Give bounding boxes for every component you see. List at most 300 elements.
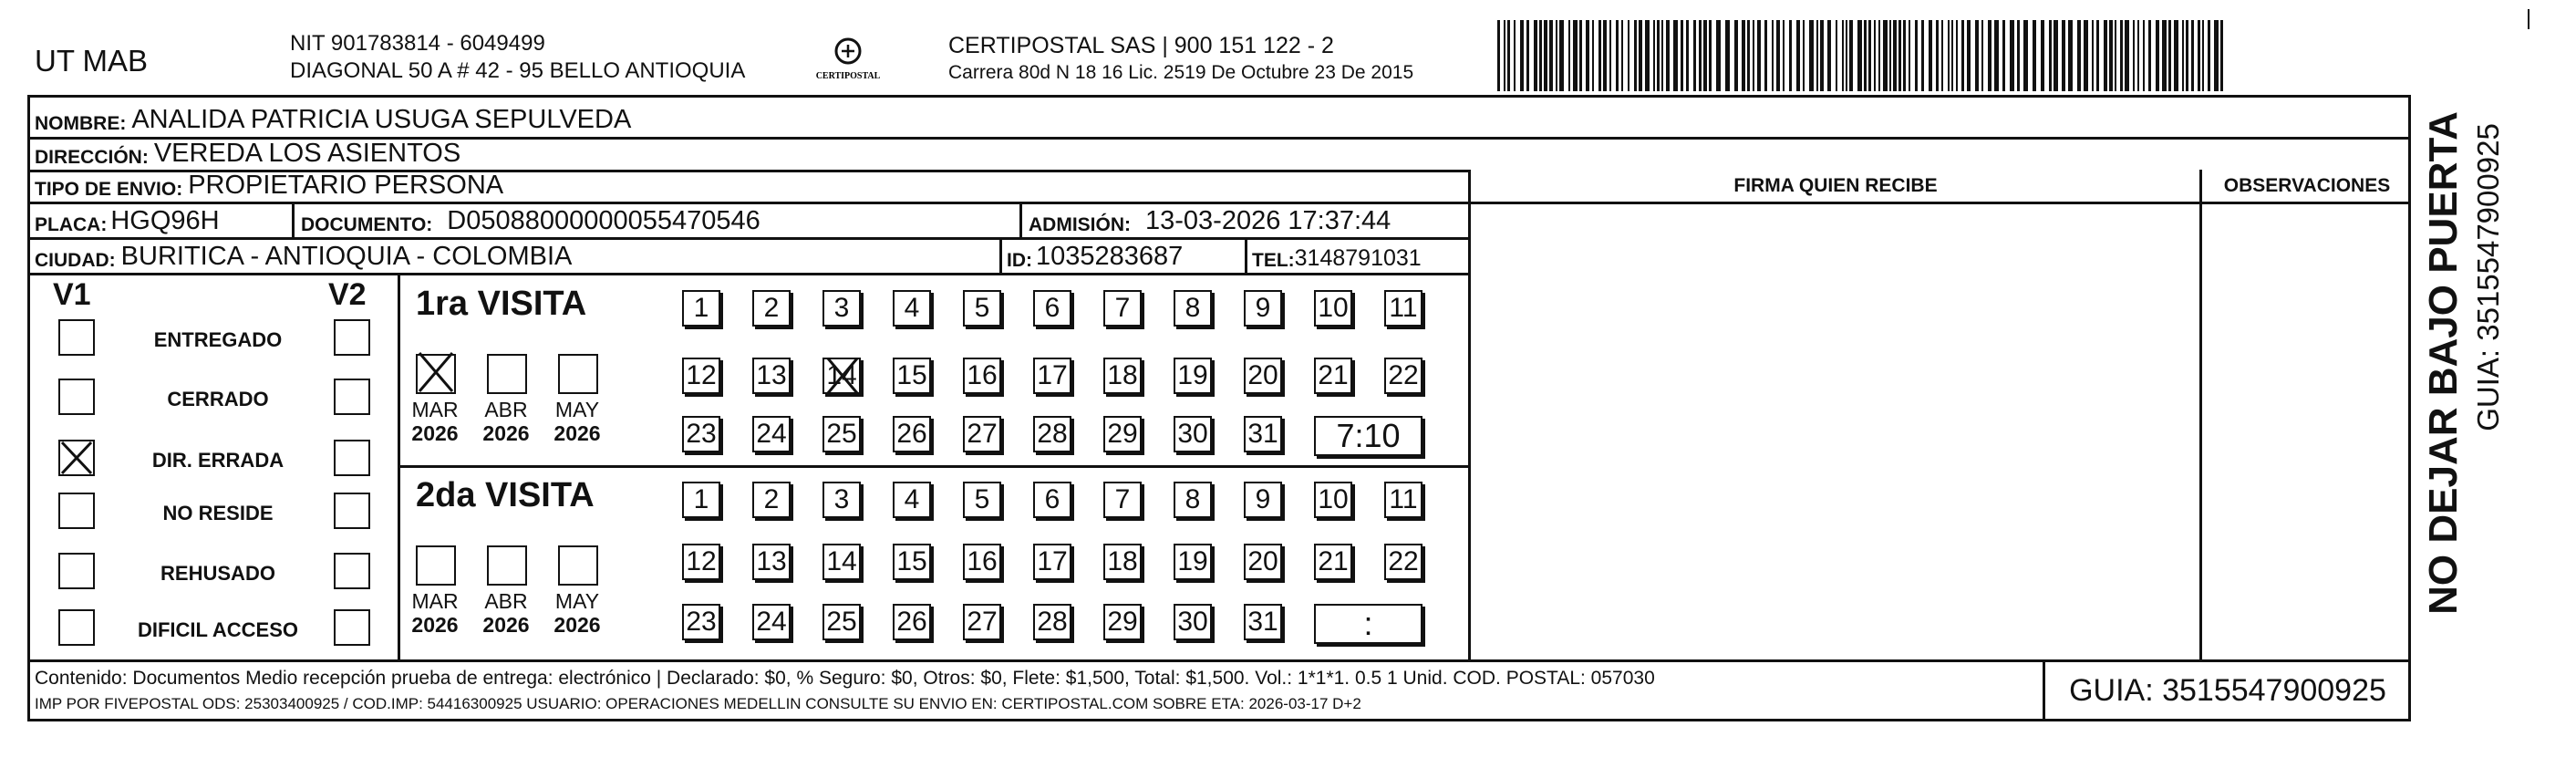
day-box[interactable] xyxy=(1244,544,1282,580)
barcode-bar xyxy=(1666,20,1670,91)
barcode-bar xyxy=(1681,20,1683,91)
barcode-bar xyxy=(1994,20,1999,91)
day-box[interactable] xyxy=(682,358,720,394)
day-box[interactable] xyxy=(752,604,791,640)
day-box[interactable] xyxy=(1033,482,1071,518)
placa-cell xyxy=(35,202,220,236)
barcode-bar xyxy=(1903,20,1906,91)
barcode-bar xyxy=(2191,20,2194,91)
barcode-bar xyxy=(1764,20,1767,91)
day-number: 25 xyxy=(826,419,857,449)
barcode-bar xyxy=(1592,20,1594,91)
barcode-bar xyxy=(2041,20,2044,91)
sender-address: DIAGONAL 50 A # 42 - 95 BELLO ANTIOQUIA xyxy=(290,58,746,83)
second-visit-title: 2da VISITA xyxy=(416,476,595,514)
day-number: 2 xyxy=(763,293,780,323)
barcode-bar xyxy=(1836,20,1837,91)
day-box[interactable] xyxy=(682,482,720,518)
day-number: 7 xyxy=(1114,484,1131,514)
day-number: 20 xyxy=(1247,360,1278,390)
ciudad-value: BURITICA - ANTIOQUIA - COLOMBIA xyxy=(120,242,573,271)
barcode-bar xyxy=(2125,20,2129,91)
barcode-bar xyxy=(1645,20,1650,91)
day-box[interactable] xyxy=(1174,604,1212,640)
barcode-bar xyxy=(2017,20,2020,91)
day-box[interactable] xyxy=(1174,290,1212,327)
day-box[interactable] xyxy=(1384,544,1422,580)
barcode-bar xyxy=(1889,20,1891,91)
month-label: MAY 2026 xyxy=(553,589,601,637)
barcode-bar xyxy=(2084,20,2088,91)
v1-mark xyxy=(58,440,95,476)
barcode-bar xyxy=(1820,20,1824,91)
admision-label: ADMISIÓN: xyxy=(1029,214,1131,235)
barcode-bar xyxy=(1842,20,1844,91)
tel-label: TEL: xyxy=(1252,250,1295,271)
tipo-value: PROPIETARIO PERSONA xyxy=(188,171,504,200)
barcode-bar xyxy=(1988,20,1991,91)
day-box[interactable] xyxy=(1033,290,1071,327)
first-visit-title: 1ra VISITA xyxy=(416,285,587,323)
day-box[interactable] xyxy=(1174,482,1212,518)
ciudad-label: CIUDAD: xyxy=(35,250,116,271)
barcode-bar xyxy=(2120,20,2123,91)
day-number: 16 xyxy=(967,360,998,390)
v2-checkbox[interactable] xyxy=(334,440,370,476)
barcode-bar xyxy=(1598,20,1601,91)
day-box[interactable] xyxy=(1244,416,1282,452)
day-number: 28 xyxy=(1037,607,1068,637)
firma-header: FIRMA QUIEN RECIBE xyxy=(1733,175,1938,196)
day-number: 16 xyxy=(967,546,998,576)
time-value: 7:10 xyxy=(1336,417,1401,454)
barcode-bar xyxy=(1603,20,1607,91)
month-label: ABR 2026 xyxy=(482,589,530,637)
side-guia: GUIA: 3515547900925 xyxy=(2471,123,2505,431)
barcode-bar xyxy=(1929,20,1932,91)
day-box[interactable] xyxy=(1314,544,1352,580)
v1-checkbox[interactable] xyxy=(58,553,95,589)
day-box[interactable] xyxy=(1314,358,1352,394)
day-number: 15 xyxy=(896,360,927,390)
barcode-bar xyxy=(2115,20,2116,91)
svg-text:CERTIPOSTAL: CERTIPOSTAL xyxy=(815,71,881,81)
nit-line: NIT 901783814 - 6049499 xyxy=(290,31,545,56)
barcode-bar xyxy=(1559,20,1564,91)
barcode-bar xyxy=(2033,20,2036,91)
direccion-value: VEREDA LOS ASIENTOS xyxy=(153,139,461,168)
day-number: 19 xyxy=(1177,546,1208,576)
barcode-bar xyxy=(1586,20,1589,91)
month-label: ABR 2026 xyxy=(482,398,530,445)
day-box[interactable] xyxy=(1174,544,1212,580)
v2-checkbox[interactable] xyxy=(334,609,370,646)
day-number: 4 xyxy=(904,484,920,514)
barcode-bar xyxy=(1526,20,1529,91)
month-checkbox[interactable] xyxy=(487,354,527,394)
day-box[interactable] xyxy=(1033,604,1071,640)
barcode-bar xyxy=(1504,20,1505,91)
barcode-bar xyxy=(1628,20,1629,91)
barcode-bar xyxy=(1757,20,1761,91)
barcode-bar xyxy=(2049,20,2052,91)
day-box[interactable] xyxy=(1103,604,1142,640)
day-number: 3 xyxy=(833,484,850,514)
barcode-bar xyxy=(2202,20,2204,91)
barcode-bar xyxy=(1661,20,1663,91)
barcode-bar xyxy=(2186,20,2188,91)
v2-checkbox[interactable] xyxy=(334,493,370,529)
day-box[interactable] xyxy=(752,290,791,327)
v1-checkbox[interactable] xyxy=(58,319,95,356)
day-box[interactable] xyxy=(1244,290,1282,327)
barcode-bar xyxy=(1796,20,1800,91)
carrier-line: CERTIPOSTAL SAS | 900 151 122 - 2 xyxy=(948,33,1334,58)
barcode-bar xyxy=(1497,20,1500,91)
day-number: 31 xyxy=(1247,419,1278,449)
day-box[interactable] xyxy=(1314,482,1352,518)
day-number: 20 xyxy=(1247,546,1278,576)
day-number: 10 xyxy=(1318,293,1349,323)
day-number: 11 xyxy=(1389,293,1418,323)
month-mark xyxy=(416,350,456,394)
barcode-bar xyxy=(1616,20,1619,91)
id-value: 1035283687 xyxy=(1036,242,1184,271)
barcode-bar xyxy=(1921,20,1924,91)
day-box[interactable] xyxy=(1244,482,1282,518)
day-number: 29 xyxy=(1107,607,1138,637)
day-box[interactable] xyxy=(963,290,1001,327)
day-number: 17 xyxy=(1037,546,1068,576)
nombre-label: NOMBRE: xyxy=(35,113,127,134)
barcode-bar xyxy=(1961,20,1964,91)
month-label: MAY 2026 xyxy=(553,398,601,445)
barcode-bar xyxy=(1725,20,1730,91)
barcode-bar xyxy=(1539,20,1542,91)
day-number: 15 xyxy=(896,546,927,576)
barcode-bar xyxy=(1686,20,1689,91)
id-label: ID: xyxy=(1007,250,1032,271)
day-number: 18 xyxy=(1107,546,1138,576)
barcode-bar xyxy=(1657,20,1660,91)
barcode-bar xyxy=(2143,20,2145,91)
barcode xyxy=(1497,20,2227,91)
day-number: 21 xyxy=(1318,360,1349,390)
day-number: 14 xyxy=(826,360,857,390)
barcode-bar xyxy=(2109,20,2113,91)
day-box[interactable] xyxy=(893,482,931,518)
barcode-bar xyxy=(1936,20,1939,91)
day-box[interactable] xyxy=(822,604,861,640)
day-box[interactable] xyxy=(752,544,791,580)
day-number: 29 xyxy=(1107,419,1138,449)
barcode-bar xyxy=(1816,20,1818,91)
barcode-bar xyxy=(1673,20,1678,91)
day-box[interactable] xyxy=(1103,544,1142,580)
barcode-bar xyxy=(1864,20,1867,91)
barcode-bar xyxy=(2104,20,2107,91)
day-box[interactable] xyxy=(752,482,791,518)
time-box[interactable] xyxy=(1314,604,1422,644)
barcode-bar xyxy=(1653,20,1655,91)
day-box[interactable] xyxy=(893,544,931,580)
footer-guia: GUIA: 3515547900925 xyxy=(2069,673,2386,708)
v1-checkbox[interactable] xyxy=(58,493,95,529)
day-box[interactable] xyxy=(963,416,1001,452)
barcode-bar xyxy=(1753,20,1754,91)
barcode-bar xyxy=(2148,20,2151,91)
barcode-bar xyxy=(1951,20,1953,91)
day-box[interactable] xyxy=(1033,416,1071,452)
day-box[interactable] xyxy=(1384,290,1422,327)
day-number: 5 xyxy=(974,293,990,323)
side-warning: NO DEJAR BAJO PUERTA xyxy=(2421,111,2466,615)
day-box[interactable] xyxy=(1314,290,1352,327)
day-box[interactable] xyxy=(752,416,791,452)
documento-cell xyxy=(301,202,760,236)
v2-checkbox[interactable] xyxy=(334,553,370,589)
day-number: 12 xyxy=(686,546,717,576)
day-number: 17 xyxy=(1037,360,1068,390)
barcode-bar xyxy=(1520,20,1524,91)
barcode-bar xyxy=(1776,20,1780,91)
observaciones-header: OBSERVACIONES xyxy=(2223,175,2391,196)
day-box[interactable] xyxy=(1103,358,1142,394)
admision-cell xyxy=(1029,202,1391,236)
v2-header: V2 xyxy=(328,277,367,312)
time-box[interactable] xyxy=(1314,416,1422,456)
day-number: 21 xyxy=(1318,546,1349,576)
placa-value: HGQ96H xyxy=(110,206,220,235)
day-number: 2 xyxy=(763,484,780,514)
direccion-row xyxy=(35,138,460,169)
barcode-bar xyxy=(1941,20,1943,91)
nombre-value: ANALIDA PATRICIA USUGA SEPULVEDA xyxy=(131,105,632,134)
barcode-bar xyxy=(1556,20,1557,91)
barcode-bar xyxy=(1809,20,1814,91)
barcode-bar xyxy=(1609,20,1611,91)
day-box[interactable] xyxy=(682,290,720,327)
barcode-bar xyxy=(1783,20,1785,91)
day-number: 6 xyxy=(1044,484,1060,514)
day-number: 18 xyxy=(1107,360,1138,390)
barcode-bar xyxy=(1544,20,1547,91)
barcode-bar xyxy=(2096,20,2099,91)
day-number: 3 xyxy=(833,293,850,323)
day-number: 27 xyxy=(967,607,998,637)
barcode-bar xyxy=(1789,20,1792,91)
day-number: 8 xyxy=(1185,484,1201,514)
day-number: 1 xyxy=(693,293,709,323)
day-box[interactable] xyxy=(822,290,861,327)
day-number: 30 xyxy=(1177,419,1208,449)
barcode-bar xyxy=(2054,20,2058,91)
day-number: 31 xyxy=(1247,607,1278,637)
day-box[interactable] xyxy=(963,604,1001,640)
barcode-bar xyxy=(2062,20,2065,91)
day-box[interactable] xyxy=(682,604,720,640)
tel-value: 3148791031 xyxy=(1294,245,1422,271)
v1-header: V1 xyxy=(53,277,91,312)
barcode-bar xyxy=(2133,20,2135,91)
day-box[interactable] xyxy=(822,416,861,452)
day-number: 30 xyxy=(1177,607,1208,637)
day-number: 23 xyxy=(686,607,717,637)
barcode-bar xyxy=(1915,20,1918,91)
barcode-bar xyxy=(1747,20,1750,91)
barcode-bar xyxy=(1549,20,1553,91)
nombre-row xyxy=(35,102,631,135)
documento-label: DOCUMENTO: xyxy=(301,214,433,235)
certipostal-logo xyxy=(812,33,885,88)
barcode-bar xyxy=(2156,20,2159,91)
day-box[interactable] xyxy=(1244,358,1282,394)
day-box[interactable] xyxy=(1174,416,1212,452)
month-label: MAR 2026 xyxy=(411,398,459,445)
day-box[interactable] xyxy=(963,358,1001,394)
day-box[interactable] xyxy=(893,290,931,327)
v1-checkbox[interactable] xyxy=(58,379,95,415)
barcode-bar xyxy=(1742,20,1745,91)
barcode-bar xyxy=(1827,20,1831,91)
day-box[interactable] xyxy=(682,416,720,452)
barcode-bar xyxy=(1716,20,1721,91)
day-box[interactable] xyxy=(1244,604,1282,640)
day-box[interactable] xyxy=(822,482,861,518)
month-checkbox[interactable] xyxy=(416,545,456,586)
direccion-label: DIRECCIÓN: xyxy=(35,147,149,168)
barcode-bar xyxy=(2010,20,2014,91)
barcode-bar xyxy=(1573,20,1578,91)
tel-cell xyxy=(1252,238,1422,272)
day-box[interactable] xyxy=(1033,358,1071,394)
barcode-bar xyxy=(1874,20,1876,91)
day-box[interactable] xyxy=(963,544,1001,580)
barcode-bar xyxy=(2068,20,2073,91)
day-number: 1 xyxy=(693,484,709,514)
month-label: MAR 2026 xyxy=(411,589,459,637)
day-number: 13 xyxy=(756,360,787,390)
day-box[interactable] xyxy=(893,416,931,452)
day-number: 22 xyxy=(1388,546,1419,576)
documento-value: D05088000000055470546 xyxy=(447,206,760,235)
day-box[interactable] xyxy=(1103,416,1142,452)
reason-label: ENTREGADO xyxy=(153,328,283,351)
barcode-bar xyxy=(1948,20,1950,91)
barcode-bar xyxy=(1803,20,1805,91)
day-box[interactable] xyxy=(963,482,1001,518)
barcode-bar xyxy=(1967,20,1971,91)
barcode-bar xyxy=(1507,20,1510,91)
month-checkbox[interactable] xyxy=(558,354,598,394)
time-value: : xyxy=(1363,605,1373,642)
barcode-bar xyxy=(1734,20,1738,91)
barcode-bar xyxy=(1514,20,1516,91)
barcode-bar xyxy=(1709,20,1712,91)
day-number: 25 xyxy=(826,607,857,637)
barcode-bar xyxy=(1703,20,1707,91)
barcode-bar xyxy=(1621,20,1623,91)
barcode-bar xyxy=(1883,20,1888,91)
day-number: 11 xyxy=(1389,484,1418,514)
tipo-row xyxy=(35,171,503,201)
v2-checkbox[interactable] xyxy=(334,379,370,415)
barcode-bar xyxy=(1634,20,1637,91)
barcode-bar xyxy=(1981,20,1983,91)
barcode-bar xyxy=(1568,20,1570,91)
day-box[interactable] xyxy=(1103,482,1142,518)
barcode-bar xyxy=(2174,20,2178,91)
reason-label: CERRADO xyxy=(167,388,269,410)
ciudad-cell xyxy=(35,238,572,272)
day-box[interactable] xyxy=(1384,482,1422,518)
barcode-bar xyxy=(1956,20,1958,91)
barcode-bar xyxy=(2182,20,2184,91)
day-box[interactable] xyxy=(752,358,791,394)
month-checkbox[interactable] xyxy=(487,545,527,586)
barcode-bar xyxy=(1868,20,1871,91)
day-box[interactable] xyxy=(1033,544,1071,580)
reason-label: DIFICIL ACCESO xyxy=(137,618,298,641)
day-number: 24 xyxy=(756,607,787,637)
barcode-bar xyxy=(2002,20,2005,91)
day-number: 7 xyxy=(1114,293,1131,323)
v2-checkbox[interactable] xyxy=(334,319,370,356)
day-number: 28 xyxy=(1037,419,1068,449)
day-number: 9 xyxy=(1255,484,1271,514)
day-number: 12 xyxy=(686,360,717,390)
barcode-bar xyxy=(1898,20,1901,91)
day-box[interactable] xyxy=(1174,358,1212,394)
day-box[interactable] xyxy=(682,544,720,580)
barcode-bar xyxy=(1772,20,1774,91)
reason-label: DIR. ERRADA xyxy=(151,449,284,472)
barcode-bar xyxy=(2198,20,2200,91)
day-number: 23 xyxy=(686,419,717,449)
barcode-bar xyxy=(2023,20,2028,91)
day-number: 13 xyxy=(756,546,787,576)
admision-value: 13-03-2026 17:37:44 xyxy=(1145,206,1391,235)
imp-line: IMP POR FIVEPOSTAL ODS: 25303400925 / COD.IMP: 54416300925 USUARIO: OPERACIONES MEDELLIN CONSULTE SU ENVIO EN: CERTIPOSTAL.COM SOBRE ETA: 2026-03-17 D+2 xyxy=(35,695,1361,712)
day-number: 24 xyxy=(756,419,787,449)
month-checkbox[interactable] xyxy=(558,545,598,586)
barcode-bar xyxy=(2162,20,2167,91)
barcode-bar xyxy=(1534,20,1537,91)
company-name: UT MAB xyxy=(35,44,149,78)
barcode-bar xyxy=(1579,20,1582,91)
barcode-bar xyxy=(2214,20,2219,91)
day-box[interactable] xyxy=(822,544,861,580)
barcode-bar xyxy=(1909,20,1910,91)
barcode-bar xyxy=(1857,20,1862,91)
tipo-label: TIPO DE ENVIO: xyxy=(35,179,183,200)
day-box[interactable] xyxy=(1103,290,1142,327)
barcode-bar xyxy=(1846,20,1847,91)
day-number: 26 xyxy=(896,607,927,637)
day-number: 9 xyxy=(1255,293,1271,323)
v1-checkbox[interactable] xyxy=(58,609,95,646)
day-box[interactable] xyxy=(893,358,931,394)
barcode-bar xyxy=(1693,20,1696,91)
placa-label: PLACA: xyxy=(35,214,108,235)
barcode-bar xyxy=(1878,20,1880,91)
day-number: 6 xyxy=(1044,293,1060,323)
id-cell xyxy=(1007,238,1183,272)
day-box[interactable] xyxy=(893,604,931,640)
barcode-bar xyxy=(2077,20,2081,91)
barcode-bar xyxy=(1893,20,1897,91)
day-box[interactable] xyxy=(1384,358,1422,394)
